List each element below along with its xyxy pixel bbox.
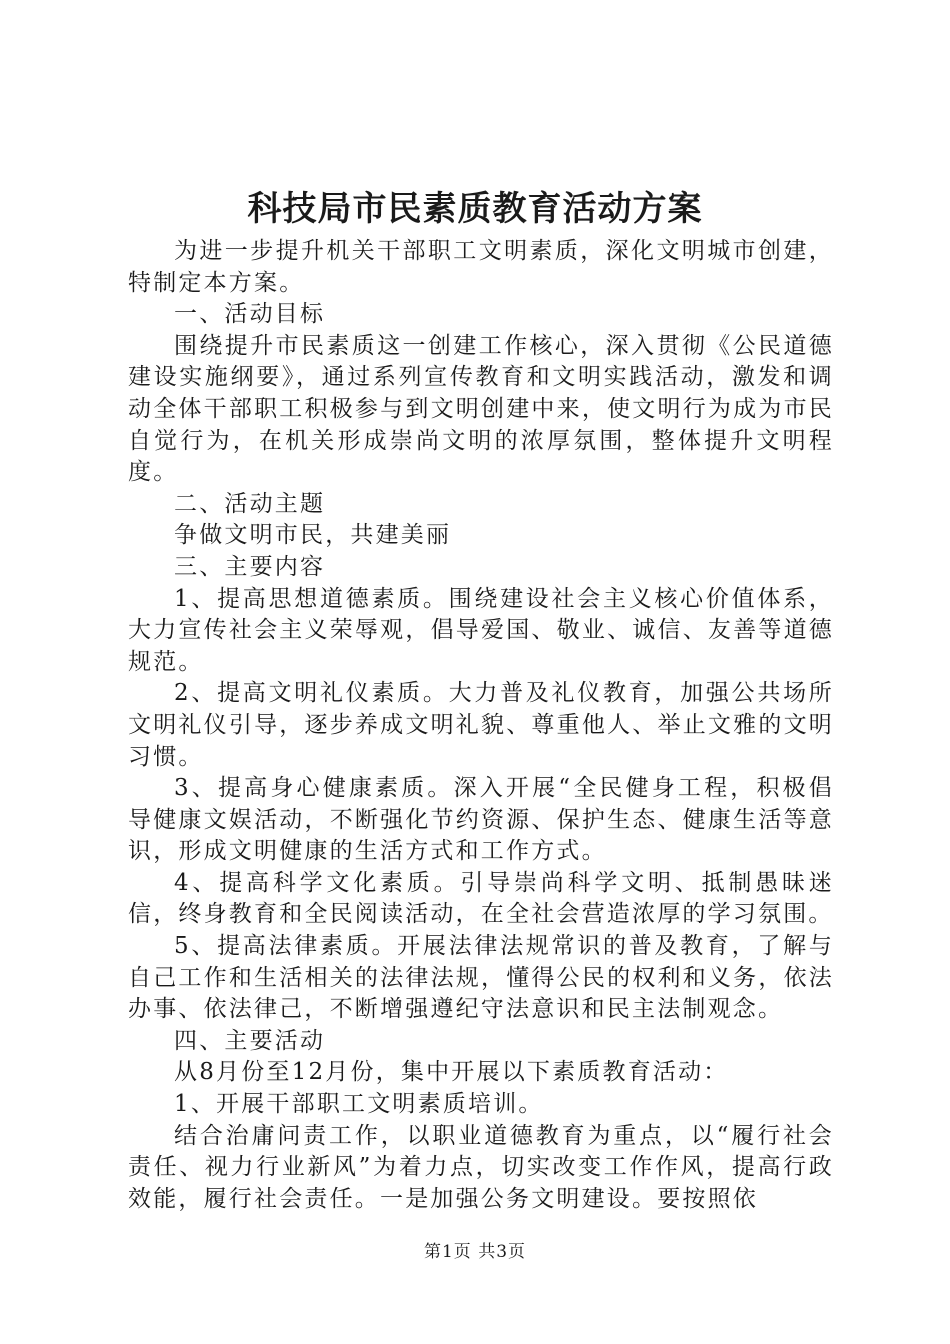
document-title: 科技局市民素质教育活动方案 [247, 189, 703, 229]
paragraph-goals: 围绕提升市民素质这一创建工作核心，深入贯彻《公民道德建设实施纲要》，通过系列宣传教育和文明实践活动，激发和调动全体干部职工积极参与到文明创建中来，使文明行为成为市民自觉行为，在机关形成崇尚文明的浓厚氛围，整体提升文明程度。 [128, 332, 834, 486]
paragraph-activity-1-body: 结合治庸问责工作，以职业道德教育为重点，以“履行社会责任、视力行业新风”为着力点，切实改变工作作风，提高行政效能，履行社会责任。一是加强公务文明建设。要按照依 [128, 1122, 834, 1212]
document-body [128, 236, 834, 1215]
paragraph-content-5: 5、提高法律素质。开展法律法规常识的普及教育，了解与自己工作和生活相关的法律法规，懂得公民的权利和义务，依法办事、依法律己，不断增强遵纪守法意识和民主法制观念。 [128, 933, 834, 1023]
section-heading-goals: 一、活动目标 [174, 301, 326, 328]
paragraph-content-3: 3、提高身心健康素质。深入开展“全民健身工程，积极倡导健康文娱活动，不断强化节约资源、保护生态、健康生活等意识，形成文明健康的生活方式和工作方式。 [128, 775, 834, 865]
paragraph-intro: 为进一步提升机关干部职工文明素质，深化文明城市创建，特制定本方案。 [128, 238, 834, 296]
paragraph-activities-intro: 从8月份至12月份，集中开展以下素质教育活动： [174, 1059, 729, 1086]
section-heading-content: 三、主要内容 [174, 553, 326, 580]
paragraph-theme: 争做文明市民，共建美丽 [174, 522, 452, 549]
section-heading-theme: 二、活动主题 [174, 490, 326, 517]
paragraph-content-4: 4、提高科学文化素质。引导崇尚科学文明、抵制愚昧迷信，终身教育和全民阅读活动，在全社会营造浓厚的学习氛围。 [128, 869, 834, 928]
paragraph-content-2: 2、提高文明礼仪素质。大力普及礼仪教育，加强公共场所文明礼仪引导，逐步养成文明礼貌、尊重他人、举止文雅的文明习惯。 [128, 680, 834, 770]
page-number-footer: 第1页 共3页 [423, 1242, 527, 1262]
paragraph-activity-1-heading: 1、开展干部职工文明素质培训。 [174, 1091, 544, 1118]
section-heading-activities: 四、主要活动 [174, 1027, 326, 1054]
paragraph-content-1: 1、提高思想道德素质。围绕建设社会主义核心价值体系，大力宣传社会主义荣辱观，倡导爱国、敬业、诚信、友善等道德规范。 [128, 585, 834, 675]
